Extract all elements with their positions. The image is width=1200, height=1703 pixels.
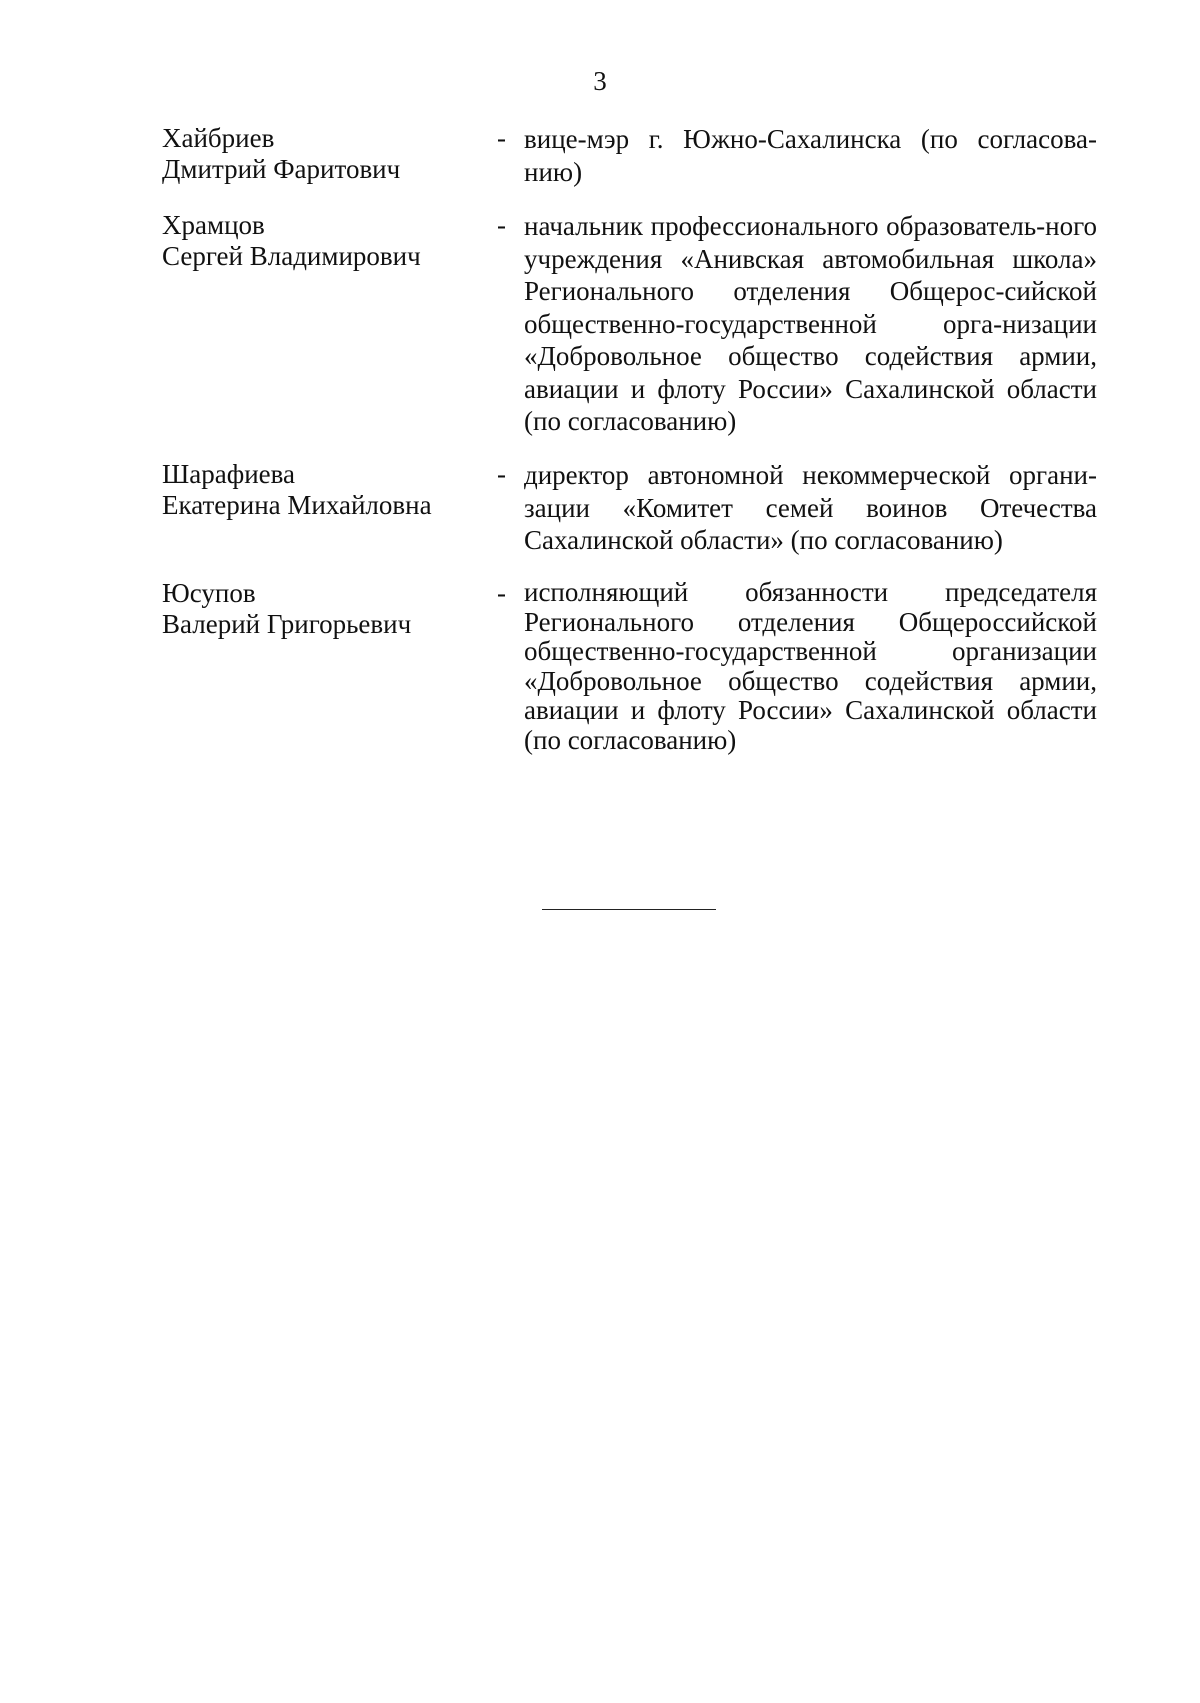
member-given-names: Сергей Владимирович [162,241,421,271]
member-position: директор автономной некоммерческой органи-зации «Комитет семей воинов Отечества Сахалинской области» (по согласованию) [524,460,1097,555]
member-position: вице-мэр г. Южно-Сахалинска (по согласова-нию) [524,124,1097,187]
member-surname: Юсупов [162,578,256,608]
member-name [162,123,492,185]
member-name [162,210,492,272]
entry-dash: - [497,210,506,240]
member-given-names: Валерий Григорьевич [162,609,412,639]
member-given-names: Екатерина Михайловна [162,490,432,520]
member-position: исполняющий обязанности председателя Регионального отделения Общероссийской общественно-государственной организации «Добровольное общество содействия армии, авиации и флоту России» Сахалинской области (по согласованию) [524,577,1097,755]
entry-dash: - [497,459,506,489]
member-position: начальник профессионального образователь-ного учреждения «Анивская автомобильная школа» Регионального отделения Общерос-сийской общественно-государственной орга-низации «Добровольное общество содействия армии, авиации и флоту России» Сахалинской области (по согласованию) [524,211,1097,436]
member-name [162,578,492,640]
entry-dash: - [497,578,506,608]
entry-dash: - [497,123,506,153]
member-surname: Шарафиева [162,459,296,489]
member-surname: Хайбриев [162,123,275,153]
member-surname: Храмцов [162,210,265,240]
member-name [162,459,492,521]
page-number: 3 [593,66,607,96]
member-given-names: Дмитрий Фаритович [162,154,401,184]
closing-divider [542,909,716,910]
